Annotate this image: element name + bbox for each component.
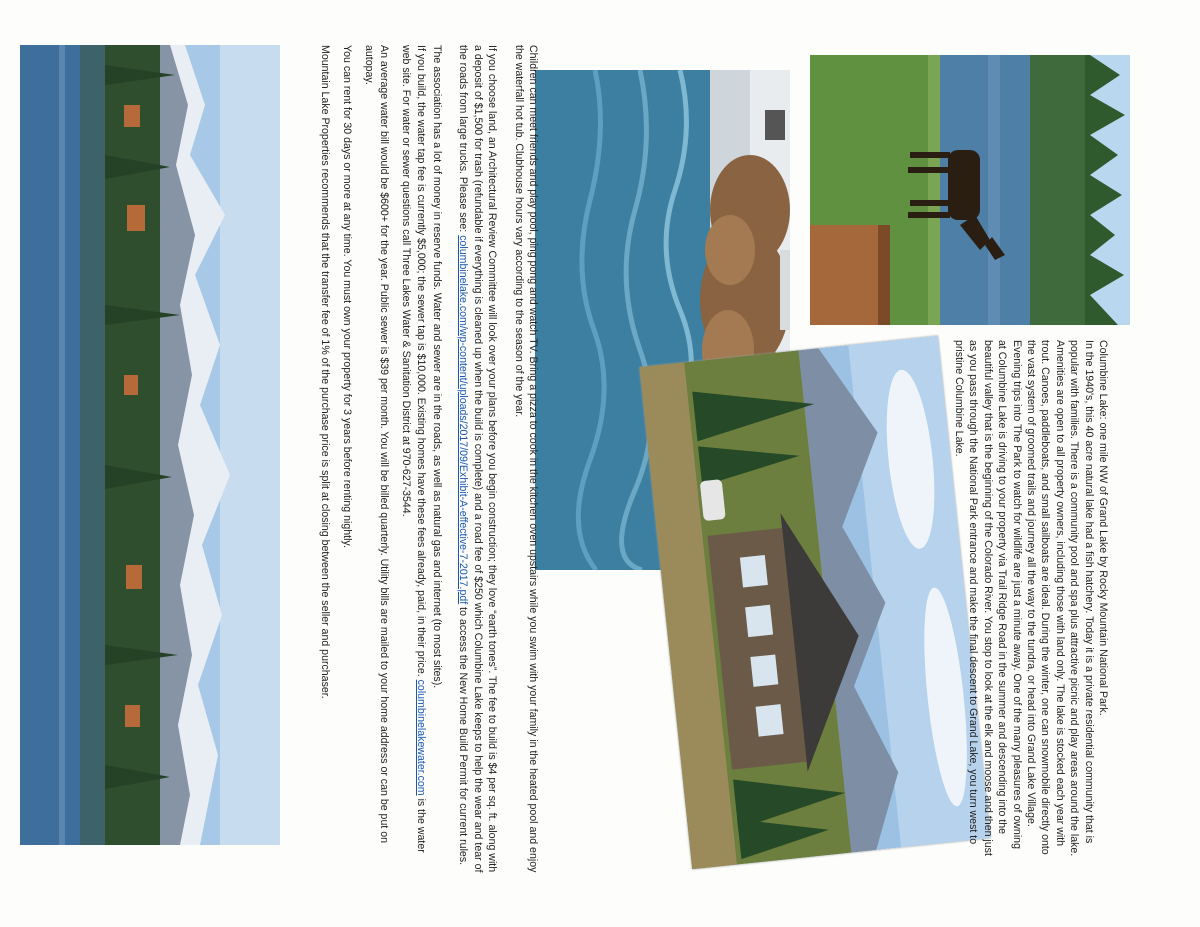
utilities-line-2: [399, 45, 428, 875]
body-text: [315, 45, 540, 875]
build-permit-link[interactable]: columbinelake.com/wp-content/uploads/2017/09/Exhibit-A-effective-7-2017.pdf: [457, 235, 470, 605]
transfer-paragraph: Mountain Lake Properties recommends that the transfer fee of 1% of the purchase price is split at closing between the seller and purchaser.: [318, 45, 331, 699]
intro-text: [952, 340, 1110, 860]
land-paragraph: [456, 45, 499, 875]
clubhouse-paragraph: Children can meet friends and play pool, ping pong and watch TV. Bring a pizza to cook in the kitchen oven upstairs while you swim with your family in the heated pool and enjoy the waterfall hot tub. Clubhouse hours vary according to the season of the year.: [512, 45, 539, 873]
land-text-before: If you choose land, an Architectural Review Committee will look over your plans before you begin construction; they love “earth tones”. The fee to build is $4 per sq. ft. along with a deposit of $1,500 for trash (refundable if everything is cleaned up when the build is complete) and a road fee of $250 which Columbine Lake keeps to help the wear and tear of the roads from large trucks. Please see:: [457, 45, 499, 873]
moose-lake-photo: [810, 55, 1130, 325]
utilities-line-1: The association has a lot of money in reserve funds. Water and sewer are in the roads, as well as natural gas and internet (to most sites).: [430, 45, 443, 689]
utilities-text-after: is the water web site. For water or sewer questions call Three Lakes Water & Sanitation District at 970-627-3544.: [400, 45, 427, 853]
utilities-text-before: If you build, the water tap fee is currently $5,000; the sewer tap is $10,000. Existing homes have these fees already, paid, in their price.: [414, 45, 427, 680]
intro-paragraph: In the 1940's, this 40 acre natural lake had a fish hatchery. Today it is a private residential community that is popular with families. There is a community pool and spa plus attractive picnic and play areas around the lake. Amenities are open to all property owners, including those with land only. The lake is stocked each year with trout. Canoes, paddleboats, and small sailboats are ideal. During the winter, one can snowmobile directly onto the vast system of groomed trails and journey all the way to the tundra, or head into Grand Lake Village. Evening trips into The Park to watch for wildlife are just a minute away. One of the many pleasures of owning at Columbine Lake is driving to your property via Trail Ridge Road in the summer and descending into the beautiful valley that is the beginning of the Colorado River. You stop to look at the elk and moose and then just as you pass through the National Park entrance and make the final descent to Grand Lake, you turn west to pristine Columbine Lake.: [952, 340, 1095, 857]
clubhouse-photo: [639, 336, 990, 870]
land-text-after: to access the New Home Build Permit for current rules.: [457, 604, 470, 866]
water-website-link[interactable]: columbinelakewater.com: [414, 679, 427, 796]
lake-panorama-photo: [20, 45, 280, 845]
bills-paragraph: An average water bill would be $600+ for the year. Public sewer is $39 per month. You will be billed quarterly. Utility bills are mailed to your home address or can be put on autopay.: [363, 45, 390, 844]
intro-title-line: Columbine Lake: one mile NW of Grand Lake by Rocky Mountain National Park.: [1097, 340, 1109, 716]
rental-paragraph: You can rent for 30 days or more at any time. You must own your property for 3 years before renting nightly.: [340, 45, 353, 548]
